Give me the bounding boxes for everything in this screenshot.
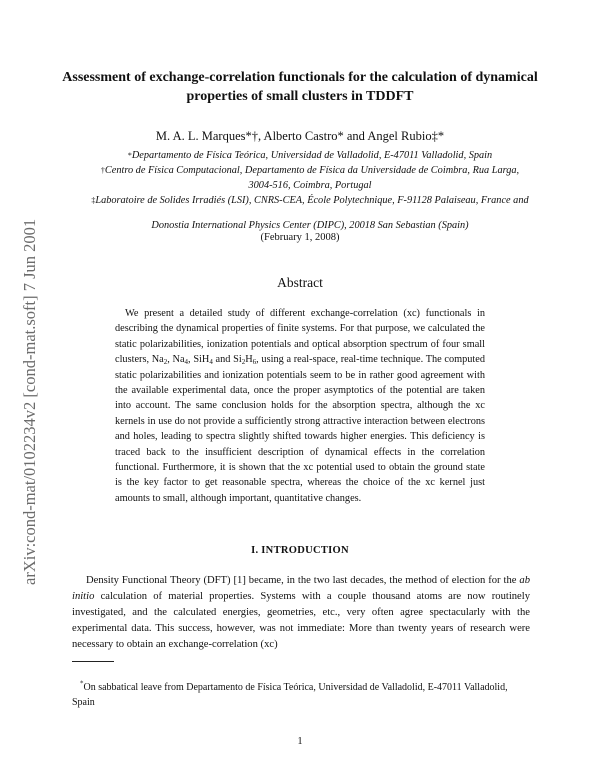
affiliation-1 bbox=[90, 148, 530, 163]
affiliation-3 bbox=[90, 193, 530, 208]
page-number: 1 bbox=[297, 736, 303, 747]
affiliation-mark: † bbox=[100, 166, 105, 175]
affiliation-text: Centro de Física Computacional, Departamento de Física da Universidade de Coimbra, Rua Larga, 3004-516, Coimbra, Portugal bbox=[104, 165, 520, 191]
footnote-mark: * bbox=[80, 679, 84, 688]
authors: M. A. L. Marques*†, Alberto Castro* and Angel Rubio‡* bbox=[155, 129, 445, 143]
affiliation-2 bbox=[90, 163, 530, 193]
abstract-body: We present a detailed study of different exchange-correlation (xc) functionals in describing the dynamical properties of finite systems. For that purpose, we calculated the static polarizabilities, ionization potentials and optical absorption spectrum of four small clusters, $Na_2$, $Na_4$, SiH$_4$ and $Si_2H_6$, using a real-space, real-time technique. The computed static polarizabilities and ionization potentials seem to be in rather good agreement with the available experimental data, once the proper asymptotics of the potential are taken into account. The same conclusion holds for the absorption spectra, although the xc kernels in use do not provide a sufficiently strong attractive interaction between electrons and holes, leading to spectra slightly shifted towards higher energies. This deficiency is traced back to the insufficient description of dynamical effects in the correlation functional. Furthermore, it is shown that the xc potential used to obtain the ground state is the key factor to get reasonable spectra, whereas the choice of the xc kernel just amounts to small, although important, quantitative changes. bbox=[115, 308, 486, 504]
paper-title: Assessment of exchange-correlation functionals for the calculation of dynamical properties of small clusters in TDDFT bbox=[62, 70, 538, 104]
affiliation-mark: ‡ bbox=[91, 196, 96, 205]
abstract-heading: Abstract bbox=[277, 275, 323, 290]
intro-paragraph: Density Functional Theory (DFT) [1] became, in the two last decades, the method of election for the ab initio calculation of material properties. Systems with a couple thousand atoms are now routinely investigated, and the calculated energies, geometries, etc., very often agree spectacularly with the experimental data. This success, however, was not immediate: More than twenty years of research were necessary to obtain an exchange-correlation (xc) bbox=[72, 575, 530, 650]
affiliation-text: Donostia International Physics Center (DIPC), 20018 San Sebastian (Spain) bbox=[151, 220, 469, 231]
affiliation-mark: * bbox=[127, 151, 132, 160]
section-heading: I. INTRODUCTION bbox=[251, 545, 349, 556]
footnote bbox=[72, 680, 530, 710]
footnote-divider bbox=[72, 661, 114, 662]
affiliation-4 bbox=[90, 218, 530, 233]
affiliation-text: Laboratoire de Solides Irradiés (LSI), CNRS-CEA, École Polytechnique, F-91128 Palaiseau, France and bbox=[95, 195, 529, 206]
footnote-text: On sabbatical leave from Departamento de Física Teórica, Universidad de Valladolid, E-47011 Valladolid, Spain bbox=[72, 682, 508, 708]
date: (February 1, 2008) bbox=[260, 232, 340, 243]
arxiv-identifier[interactable]: arXiv:cond-mat/0102234v2 [cond-mat.soft] 7 Jun 2001 bbox=[20, 218, 39, 585]
affiliation-text: Departamento de Física Teórica, Universidad de Valladolid, E-47011 Valladolid, Spain bbox=[131, 150, 493, 161]
